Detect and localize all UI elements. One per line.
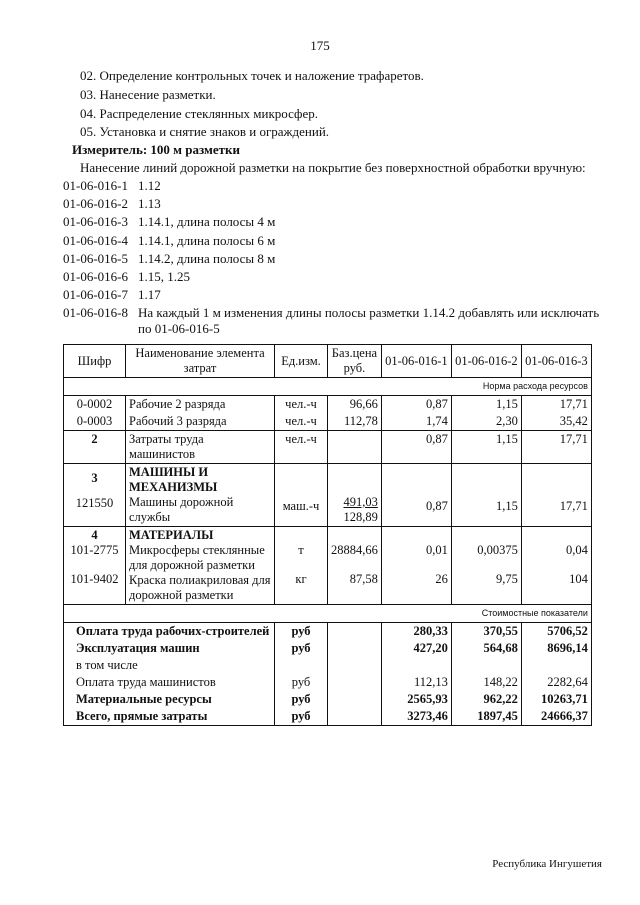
material-name: Микросферы стеклянные для дорожной разметки [129,543,265,572]
code: 01-06-016-7 [63,287,128,302]
summary-name: Всего, прямые затраты [64,708,275,726]
summary-name: Оплата труда машинистов [64,674,275,691]
cell-v3 [521,527,591,605]
code-desc: 1.14.1, длина полосы 6 м [138,233,276,248]
summary-v2: 370,55 [451,623,521,641]
code-row [63,287,161,303]
code: 01-06-016-3 [63,214,128,229]
summary-row [64,691,592,708]
material-unit: т [298,543,304,557]
summary-v1: 3273,46 [381,708,451,726]
cell-name [126,527,275,605]
summary-v1: 112,13 [381,674,451,691]
code-desc: 1.15, 1.25 [138,269,190,284]
cell-price: 112,78 [328,413,382,431]
summary-price [328,623,382,641]
cell-code [64,527,126,605]
summary-unit [275,657,328,674]
material-v2: 9,75 [496,572,518,586]
operation-05: 05. Установка и снятие знаков и ограждений. [80,124,330,139]
header-col-3: 01-06-016-3 [521,345,591,378]
cell-v3: 35,42 [521,413,591,431]
cell-v3: 17,71 [521,396,591,414]
summary-v2: 1897,45 [451,708,521,726]
summary-unit: руб [275,623,328,641]
cell-v1: 0,87 [381,396,451,414]
summary-v1: 280,33 [381,623,451,641]
code-row [63,196,161,212]
summary-unit: руб [275,674,328,691]
cell-code: 0-0002 [64,396,126,414]
operation-03: 03. Нанесение разметки. [80,87,216,102]
material-code: 101-2775 [70,543,119,557]
cell-v2: 1,15 [451,396,521,414]
material-v1: 26 [435,572,448,586]
summary-row [64,657,592,674]
cell-unit: чел.-ч [275,396,328,414]
cell-v2 [451,527,521,605]
band-row-norm [64,378,592,396]
material-name: Краска полиакриловая для дорожной разметки [129,573,271,602]
cell-v2: 1,15 [451,431,521,464]
code: 01-06-016-4 [63,233,128,248]
summary-v2: 564,68 [451,640,521,657]
cell-v1 [381,527,451,605]
summary-name: Материальные ресурсы [64,691,275,708]
summary-row [64,674,592,691]
material-unit: кг [295,572,307,586]
summary-unit: руб [275,691,328,708]
code-row [63,251,275,267]
group-code: 3 [91,471,98,485]
summary-price [328,657,382,674]
header-unit: Ед.изм. [275,345,328,378]
code-desc: 1.12 [138,178,161,193]
code-row [63,233,275,249]
code-row [63,214,275,230]
summary-v3: 10263,71 [521,691,591,708]
summary-price [328,674,382,691]
cell-v1: 0,87 [381,464,451,527]
cell-v3: 17,71 [521,431,591,464]
resource-table [63,344,592,726]
cell-name [126,464,275,527]
summary-price [328,708,382,726]
summary-v3: 5706,52 [521,623,591,641]
cell-name: Рабочий 3 разряда [126,413,275,431]
code: 01-06-016-5 [63,251,128,266]
code-desc: 1.14.1, длина полосы 4 м [138,214,276,229]
code-desc: На каждый 1 м изменения длины полосы разметки 1.14.2 добавлять или исключать [138,305,600,320]
material-v3: 0,04 [566,543,588,557]
price-secondary: 128,89 [343,510,378,524]
code-row [63,305,599,321]
cell-unit: маш.-ч [275,464,328,527]
cell-price: 96,66 [328,396,382,414]
subtitle: Нанесение линий дорожной разметки на покрытие без поверхностной обработки вручную: [80,160,586,175]
cell-unit: чел.-ч [275,413,328,431]
machine-code: 121550 [75,496,114,510]
operation-04: 04. Распределение стеклянных микросфер. [80,106,318,121]
code-desc-continuation: по 01-06-016-5 [138,321,220,336]
group-title: МАТЕРИАЛЫ [129,528,214,542]
summary-unit: руб [275,708,328,726]
summary-row [64,623,592,641]
summary-v3: 24666,37 [521,708,591,726]
operation-02: 02. Определение контрольных точек и наложение трафаретов. [80,68,424,83]
cell-v3: 17,71 [521,464,591,527]
footer-region: Республика Ингушетия [492,858,602,870]
cell-unit [275,527,328,605]
cell-v1: 1,74 [381,413,451,431]
summary-v1 [381,657,451,674]
band-norm: Норма расхода ресурсов [64,378,592,396]
summary-name: в том числе [64,657,275,674]
summary-v2: 962,22 [451,691,521,708]
summary-name: Оплата труда рабочих-строителей [64,623,275,641]
header-col-2: 01-06-016-2 [451,345,521,378]
group-code: 4 [91,528,98,542]
cell-name: Рабочие 2 разряда [126,396,275,414]
material-price: 87,58 [349,572,378,586]
group-title: МАШИНЫ И МЕХАНИЗМЫ [129,465,218,494]
summary-v2: 148,22 [451,674,521,691]
summary-unit: руб [275,640,328,657]
code-desc: 1.13 [138,196,161,211]
cell-v2: 2,30 [451,413,521,431]
table-row [64,396,592,414]
cell-price [328,527,382,605]
meter-label: Измеритель: 100 м разметки [72,142,241,157]
header-code: Шифр [64,345,126,378]
cell-price [328,431,382,464]
cell-code: 2 [64,431,126,464]
summary-price [328,691,382,708]
summary-price [328,640,382,657]
cell-v2: 1,15 [451,464,521,527]
summary-row [64,640,592,657]
header-price: Баз.цена руб. [328,345,382,378]
cell-price [328,464,382,527]
material-v1: 0,01 [426,543,448,557]
summary-row [64,708,592,726]
band-cost: Стоимостные показатели [64,605,592,623]
code: 01-06-016-8 [63,305,128,320]
table-row-machines [64,464,592,527]
material-code: 101-9402 [70,572,119,586]
cell-v1: 0,87 [381,431,451,464]
summary-v2 [451,657,521,674]
code: 01-06-016-2 [63,196,128,211]
cell-code: 0-0003 [64,413,126,431]
page-number: 175 [310,38,330,53]
material-v2: 0,00375 [477,543,518,557]
code-row [63,269,190,285]
material-v3: 104 [569,572,588,586]
code: 01-06-016-1 [63,178,128,193]
band-row-cost [64,605,592,623]
table-row-materials [64,527,592,605]
table-row [64,413,592,431]
summary-v1: 2565,93 [381,691,451,708]
code-desc: 1.14.2, длина полосы 8 м [138,251,276,266]
cell-name: Затраты труда машинистов [126,431,275,464]
summary-v1: 427,20 [381,640,451,657]
cell-code [64,464,126,527]
summary-name: Эксплуатация машин [64,640,275,657]
price-main: 491,03 [343,495,378,509]
summary-v3: 8696,14 [521,640,591,657]
machine-name: Машины дорожной службы [129,495,234,524]
summary-v3 [521,657,591,674]
material-price: 28884,66 [331,543,378,557]
header-col-1: 01-06-016-1 [381,345,451,378]
code-desc: 1.17 [138,287,161,302]
cell-unit: чел.-ч [275,431,328,464]
table-row-machinists [64,431,592,464]
table-header-row [64,345,592,378]
code-row [63,178,161,194]
summary-v3: 2282,64 [521,674,591,691]
header-name: Наименование элемента затрат [126,345,275,378]
code: 01-06-016-6 [63,269,128,284]
